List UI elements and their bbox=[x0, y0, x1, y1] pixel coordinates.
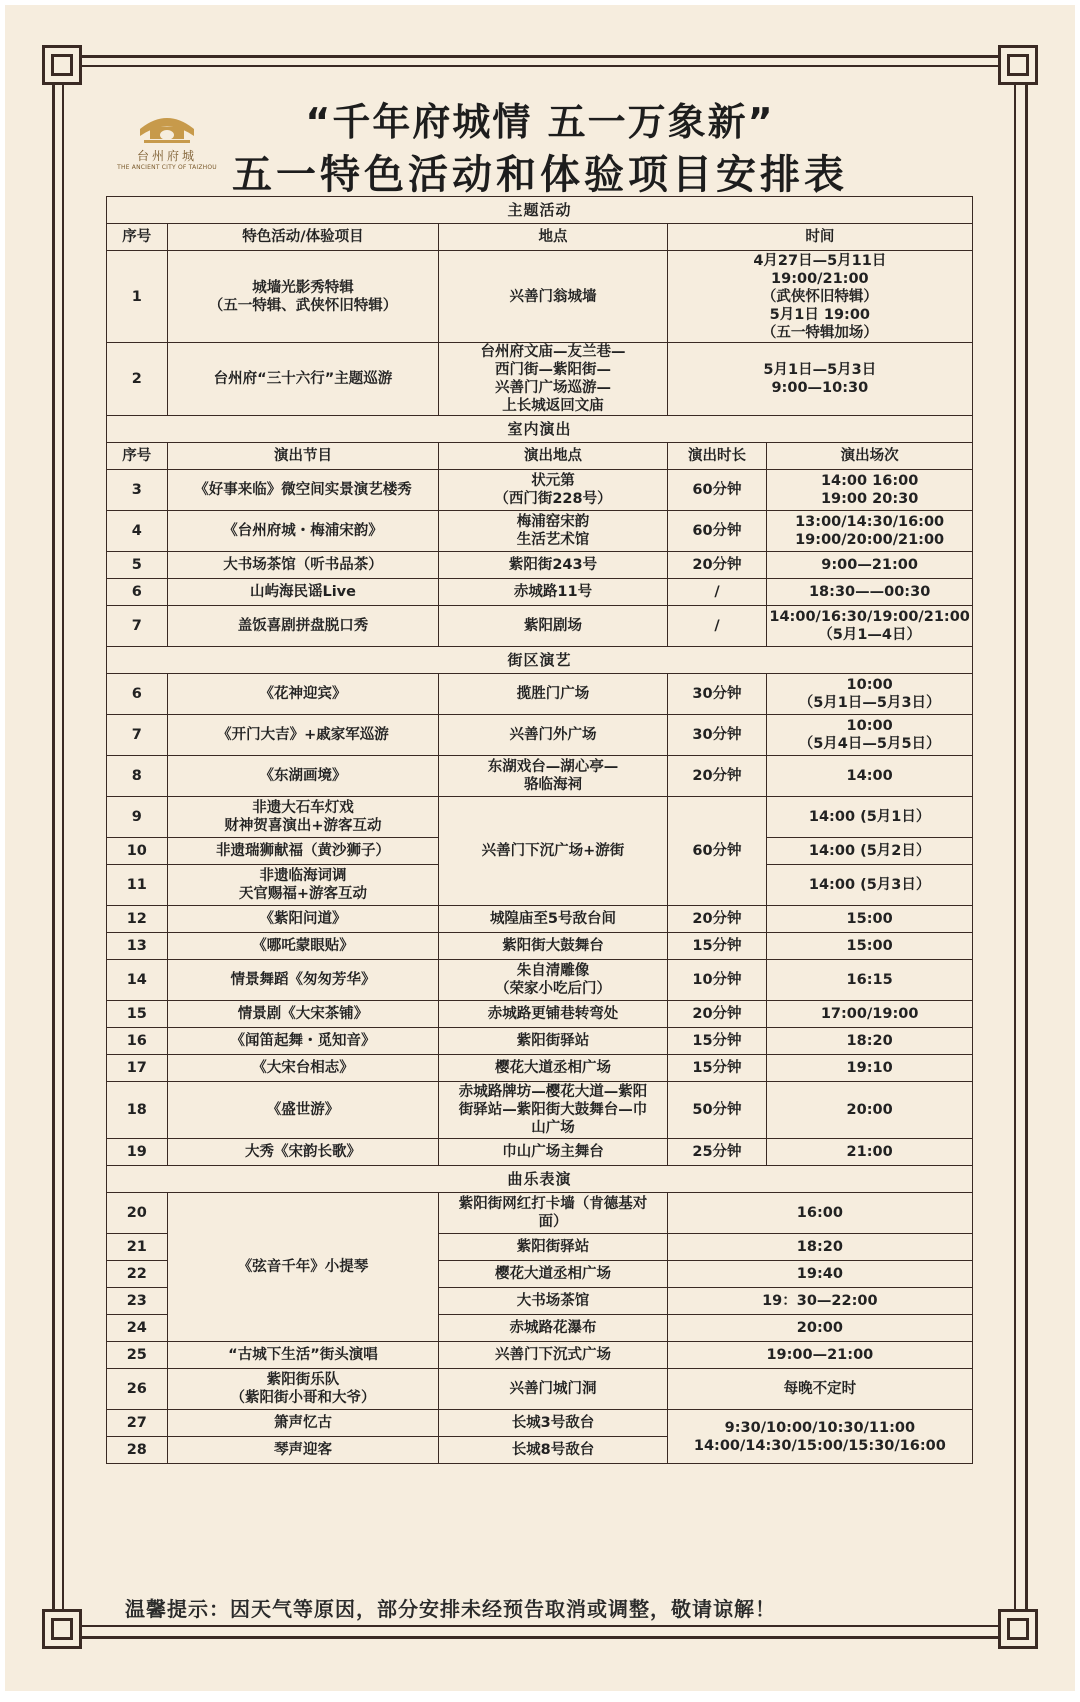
section-title-street: 街区演艺 bbox=[107, 647, 973, 674]
location: 紫阳剧场 bbox=[439, 606, 667, 647]
duration: / bbox=[667, 606, 767, 647]
location: 东湖戏台—湖心亭— 骆临海祠 bbox=[439, 756, 667, 797]
location: 大书场茶馆 bbox=[439, 1288, 667, 1315]
row-number: 4 bbox=[107, 511, 168, 552]
row-number: 13 bbox=[107, 933, 168, 960]
program-name: 山屿海民谣Live bbox=[167, 579, 439, 606]
sessions: 18:30——00:30 bbox=[767, 579, 973, 606]
location: 紫阳街243号 bbox=[439, 552, 667, 579]
row-number: 17 bbox=[107, 1055, 168, 1082]
sessions: 13:00/14:30/16:00 19:00/20:00/21:00 bbox=[767, 511, 973, 552]
location: 城隍庙至5号敌台间 bbox=[439, 906, 667, 933]
program-name: 大书场茶馆（听书品茶） bbox=[167, 552, 439, 579]
sessions: 21:00 bbox=[767, 1139, 973, 1166]
row-number: 5 bbox=[107, 552, 168, 579]
sessions: 14:00 (5月2日） bbox=[767, 838, 973, 865]
location: 赤城路更铺巷转弯处 bbox=[439, 1001, 667, 1028]
row-number: 20 bbox=[107, 1193, 168, 1234]
row-number: 1 bbox=[107, 251, 168, 343]
row-number: 19 bbox=[107, 1139, 168, 1166]
program-name: 《大宋台相志》 bbox=[167, 1055, 439, 1082]
duration: 30分钟 bbox=[667, 715, 767, 756]
program-name: 琴声迎客 bbox=[167, 1437, 439, 1464]
location: 紫阳街驿站 bbox=[439, 1028, 667, 1055]
sessions: 14:00/16:30/19:00/21:00 （5月1—4日） bbox=[767, 606, 973, 647]
activity-name: 台州府“三十六行”主题巡游 bbox=[167, 343, 439, 416]
time: 19:00—21:00 bbox=[667, 1342, 972, 1369]
sessions: 16:15 bbox=[767, 960, 973, 1001]
row-number: 11 bbox=[107, 865, 168, 906]
row-number: 14 bbox=[107, 960, 168, 1001]
row-number: 15 bbox=[107, 1001, 168, 1028]
table-row bbox=[107, 1342, 973, 1369]
column-header: 演出节目 bbox=[167, 443, 439, 470]
column-header: 序号 bbox=[107, 224, 168, 251]
location: 梅浦窑宋韵 生活艺术馆 bbox=[439, 511, 667, 552]
duration: 50分钟 bbox=[667, 1082, 767, 1139]
sessions: 15:00 bbox=[767, 906, 973, 933]
column-header: 时间 bbox=[667, 224, 972, 251]
time: 每晚不定时 bbox=[667, 1369, 972, 1410]
table-row bbox=[107, 251, 973, 343]
row-number: 25 bbox=[107, 1342, 168, 1369]
logo-chinese-text: 台州府城 bbox=[136, 149, 197, 163]
column-header-row bbox=[107, 224, 973, 251]
duration: / bbox=[667, 579, 767, 606]
duration: 15分钟 bbox=[667, 933, 767, 960]
page-title: “千年府城情 五一万象新” bbox=[305, 100, 775, 144]
sessions: 14:00 bbox=[767, 756, 973, 797]
program-name: 情景舞蹈《匆匆芳华》 bbox=[167, 960, 439, 1001]
table-row bbox=[107, 797, 973, 838]
row-number: 24 bbox=[107, 1315, 168, 1342]
location: 紫阳街网红打卡墙（肯德基对 面） bbox=[439, 1193, 667, 1234]
location: 揽胜门广场 bbox=[439, 674, 667, 715]
row-number: 10 bbox=[107, 838, 168, 865]
column-header: 演出场次 bbox=[767, 443, 973, 470]
activity-name: 城墙光影秀特辑 （五一特辑、武侠怀旧特辑） bbox=[167, 251, 439, 343]
table-row bbox=[107, 511, 973, 552]
location: 赤城路牌坊—樱花大道—紫阳 街驿站—紫阳街大鼓舞台—巾 山广场 bbox=[439, 1082, 667, 1139]
location: 兴善门下沉广场+游街 bbox=[439, 797, 667, 906]
sessions: 14:00 (5月1日） bbox=[767, 797, 973, 838]
duration: 30分钟 bbox=[667, 674, 767, 715]
program-name: 《开门大吉》+戚家军巡游 bbox=[167, 715, 439, 756]
row-number: 6 bbox=[107, 674, 168, 715]
duration: 20分钟 bbox=[667, 906, 767, 933]
table-row bbox=[107, 1001, 973, 1028]
section-header-row bbox=[107, 1166, 973, 1193]
column-header: 序号 bbox=[107, 443, 168, 470]
table-row bbox=[107, 606, 973, 647]
row-number: 12 bbox=[107, 906, 168, 933]
row-number: 16 bbox=[107, 1028, 168, 1055]
table-row bbox=[107, 1028, 973, 1055]
program-name: “古城下生活”街头演唱 bbox=[167, 1342, 439, 1369]
column-header-row bbox=[107, 443, 973, 470]
duration: 20分钟 bbox=[667, 1001, 767, 1028]
table-row bbox=[107, 960, 973, 1001]
location: 兴善门城门洞 bbox=[439, 1369, 667, 1410]
table-row bbox=[107, 470, 973, 511]
row-number: 26 bbox=[107, 1369, 168, 1410]
table-row bbox=[107, 1369, 973, 1410]
column-header: 演出时长 bbox=[667, 443, 767, 470]
program-name: 《台州府城・梅浦宋韵》 bbox=[167, 511, 439, 552]
time: 19:40 bbox=[667, 1261, 972, 1288]
time: 19：30—22:00 bbox=[667, 1288, 972, 1315]
location: 长城8号敌台 bbox=[439, 1437, 667, 1464]
logo-english-text: THE ANCIENT CITY OF TAIZHOU bbox=[117, 164, 217, 171]
location: 朱自清雕像 （荣家小吃后门） bbox=[439, 960, 667, 1001]
table-row bbox=[107, 552, 973, 579]
table-row bbox=[107, 343, 973, 416]
program-name: 大秀《宋韵长歌》 bbox=[167, 1139, 439, 1166]
section-title-music: 曲乐表演 bbox=[107, 1166, 973, 1193]
table-row bbox=[107, 1139, 973, 1166]
location: 樱花大道丞相广场 bbox=[439, 1055, 667, 1082]
time: 16:00 bbox=[667, 1193, 972, 1234]
location: 长城3号敌台 bbox=[439, 1410, 667, 1437]
table-row bbox=[107, 674, 973, 715]
duration: 15分钟 bbox=[667, 1028, 767, 1055]
row-number: 28 bbox=[107, 1437, 168, 1464]
corner-ornament bbox=[998, 1609, 1038, 1649]
section-title-indoor: 室内演出 bbox=[107, 416, 973, 443]
row-number: 2 bbox=[107, 343, 168, 416]
row-number: 6 bbox=[107, 579, 168, 606]
duration: 20分钟 bbox=[667, 756, 767, 797]
schedule-table bbox=[106, 196, 973, 1464]
table-row bbox=[107, 933, 973, 960]
column-header: 演出地点 bbox=[439, 443, 667, 470]
program-name: 《东湖画境》 bbox=[167, 756, 439, 797]
program-name: 《紫阳问道》 bbox=[167, 906, 439, 933]
program-name: 盖饭喜剧拼盘脱口秀 bbox=[167, 606, 439, 647]
time: 9:30/10:00/10:30/11:00 14:00/14:30/15:00/15:30/16:00 bbox=[667, 1410, 972, 1464]
page-subtitle: 五一特色活动和体验项目安排表 bbox=[232, 152, 848, 198]
sessions: 20:00 bbox=[767, 1082, 973, 1139]
location: 紫阳街大鼓舞台 bbox=[439, 933, 667, 960]
program-name: 《花神迎宾》 bbox=[167, 674, 439, 715]
location: 樱花大道丞相广场 bbox=[439, 1261, 667, 1288]
row-number: 8 bbox=[107, 756, 168, 797]
duration: 15分钟 bbox=[667, 1055, 767, 1082]
time: 5月1日—5月3日 9:00—10:30 bbox=[667, 343, 972, 416]
duration: 25分钟 bbox=[667, 1139, 767, 1166]
program-name: 紫阳街乐队 （紫阳街小哥和大爷） bbox=[167, 1369, 439, 1410]
corner-ornament bbox=[42, 45, 82, 85]
sessions: 18:20 bbox=[767, 1028, 973, 1055]
row-number: 3 bbox=[107, 470, 168, 511]
poster bbox=[5, 5, 1075, 1691]
sessions: 17:00/19:00 bbox=[767, 1001, 973, 1028]
duration: 60分钟 bbox=[667, 797, 767, 906]
time: 20:00 bbox=[667, 1315, 972, 1342]
duration: 60分钟 bbox=[667, 511, 767, 552]
program-name: 非遗大石车灯戏 财神贺喜演出+游客互动 bbox=[167, 797, 439, 838]
table-row bbox=[107, 579, 973, 606]
program-name: 《哪吒蒙眼贴》 bbox=[167, 933, 439, 960]
table-row bbox=[107, 1193, 973, 1234]
row-number: 23 bbox=[107, 1288, 168, 1315]
program-name: 《弦音千年》小提琴 bbox=[167, 1193, 439, 1342]
program-name: 情景剧《大宋茶铺》 bbox=[167, 1001, 439, 1028]
table-row bbox=[107, 715, 973, 756]
location: 巾山广场主舞台 bbox=[439, 1139, 667, 1166]
footer-notice: 温馨提示：因天气等原因，部分安排未经预告取消或调整，敬请谅解！ bbox=[125, 1597, 776, 1621]
table-row bbox=[107, 1082, 973, 1139]
location: 台州府文庙—友兰巷— 西门街—紫阳街— 兴善门广场巡游— 上长城返回文庙 bbox=[439, 343, 667, 416]
row-number: 22 bbox=[107, 1261, 168, 1288]
section-header-row bbox=[107, 197, 973, 224]
location: 紫阳街驿站 bbox=[439, 1234, 667, 1261]
duration: 20分钟 bbox=[667, 552, 767, 579]
corner-ornament bbox=[42, 1609, 82, 1649]
duration: 10分钟 bbox=[667, 960, 767, 1001]
row-number: 21 bbox=[107, 1234, 168, 1261]
sessions: 19:10 bbox=[767, 1055, 973, 1082]
program-name: 非遗临海词调 天官赐福+游客互动 bbox=[167, 865, 439, 906]
row-number: 7 bbox=[107, 606, 168, 647]
corner-ornament bbox=[998, 45, 1038, 85]
table-row bbox=[107, 906, 973, 933]
program-name: 《盛世游》 bbox=[167, 1082, 439, 1139]
table-row bbox=[107, 1410, 973, 1437]
sessions: 9:00—21:00 bbox=[767, 552, 973, 579]
sessions: 10:00 （5月1日—5月3日） bbox=[767, 674, 973, 715]
time: 18:20 bbox=[667, 1234, 972, 1261]
location: 兴善门外广场 bbox=[439, 715, 667, 756]
location: 状元第 （西门街228号） bbox=[439, 470, 667, 511]
row-number: 18 bbox=[107, 1082, 168, 1139]
program-name: 《好事来临》微空间实景演艺楼秀 bbox=[167, 470, 439, 511]
sessions: 14:00 (5月3日） bbox=[767, 865, 973, 906]
time: 4月27日—5月11日 19:00/21:00 （武侠怀旧特辑） 5月1日 19:00 （五一特辑加场） bbox=[667, 251, 972, 343]
program-name: 非遗瑞狮献福（黄沙狮子） bbox=[167, 838, 439, 865]
sessions: 15:00 bbox=[767, 933, 973, 960]
location: 赤城路花瀑布 bbox=[439, 1315, 667, 1342]
location: 兴善门下沉式广场 bbox=[439, 1342, 667, 1369]
column-header: 地点 bbox=[439, 224, 667, 251]
row-number: 7 bbox=[107, 715, 168, 756]
row-number: 9 bbox=[107, 797, 168, 838]
program-name: 《闻笛起舞・觅知音》 bbox=[167, 1028, 439, 1055]
program-name: 箫声忆古 bbox=[167, 1410, 439, 1437]
row-number: 27 bbox=[107, 1410, 168, 1437]
duration: 60分钟 bbox=[667, 470, 767, 511]
column-header: 特色活动/体验项目 bbox=[167, 224, 439, 251]
sessions: 10:00 （5月4日—5月5日） bbox=[767, 715, 973, 756]
section-header-row bbox=[107, 647, 973, 674]
table-row bbox=[107, 1055, 973, 1082]
location: 兴善门翁城墙 bbox=[439, 251, 667, 343]
section-header-row bbox=[107, 416, 973, 443]
sessions: 14:00 16:00 19:00 20:30 bbox=[767, 470, 973, 511]
section-title-theme: 主题活动 bbox=[107, 197, 973, 224]
location: 赤城路11号 bbox=[439, 579, 667, 606]
table-row bbox=[107, 756, 973, 797]
